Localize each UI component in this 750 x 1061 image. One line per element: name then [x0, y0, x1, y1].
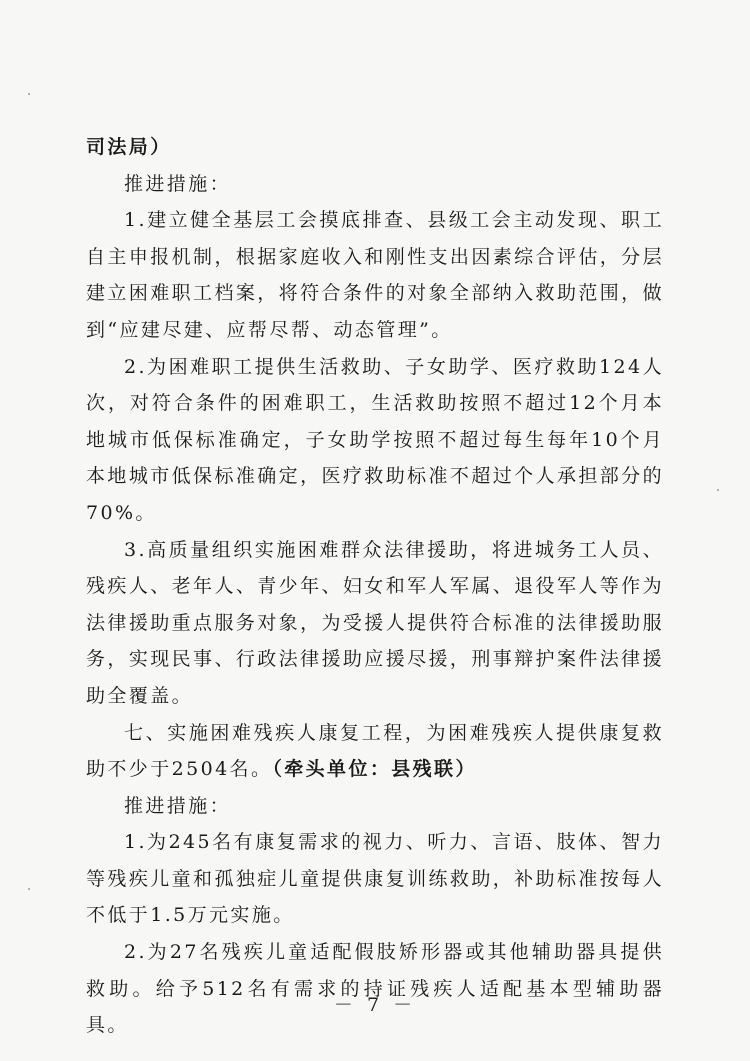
- page-number: － 7 －: [333, 994, 417, 1016]
- scan-speck: [717, 489, 719, 491]
- paragraph-measure-3: 3.高质量组织实施困难群众法律援助，将进城务工人员、残疾人、老年人、青少年、妇女和军人军属、退役军人等作为法律援助重点服务对象，为受援人提供符合标准的法律援助服务，实现民事、行政法律援助应援尽援，刑事辩护案件法律援助全覆盖。: [86, 538, 664, 707]
- section-7-text: 七、实施困难残疾人康复工程，为困难残疾人提供康复救助不少于2504名。: [86, 721, 664, 781]
- paragraph-measure-7-2: 2.为27名残疾儿童适配假肢矫形器或其他辅助器具提供救助。给予512名有需求的持证残疾人适配基本型辅助器具。: [86, 941, 664, 1037]
- paragraph-continuation: 司法局）: [86, 136, 172, 158]
- scan-speck: [28, 93, 30, 95]
- paragraph-measure-7-1: 1.为245名有康复需求的视力、听力、言语、肢体、智力等残疾儿童和孤独症儿童提供康复训练救助，补助标准按每人不低于1.5万元实施。: [86, 831, 664, 927]
- scan-speck: [28, 888, 30, 890]
- paragraph-section-7: [86, 715, 664, 788]
- document-body: [86, 129, 664, 1044]
- lead-unit: （牵头单位：县残联）: [272, 758, 477, 781]
- paragraph-measures-heading: 推进措施：: [124, 172, 232, 195]
- paragraph-measure-2: 2.为困难职工提供生活救助、子女助学、医疗救助124人次，对符合条件的困难职工，生活救助按照不超过12个月本地城市低保标准确定，子女助学按照不超过每生每年10个月本地城市低保标准确定，医疗救助标准不超过个人承担部分的70%。: [86, 355, 664, 524]
- paragraph-measure-1: 1.建立健全基层工会摸底排查、县级工会主动发现、职工自主申报机制，根据家庭收入和刚性支出因素综合评估，分层建立困难职工档案，将符合条件的对象全部纳入救助范围，做到“应建尽建、应帮尽帮、动态管理”。: [86, 209, 664, 341]
- paragraph-measures-heading-2: 推进措施：: [124, 794, 232, 817]
